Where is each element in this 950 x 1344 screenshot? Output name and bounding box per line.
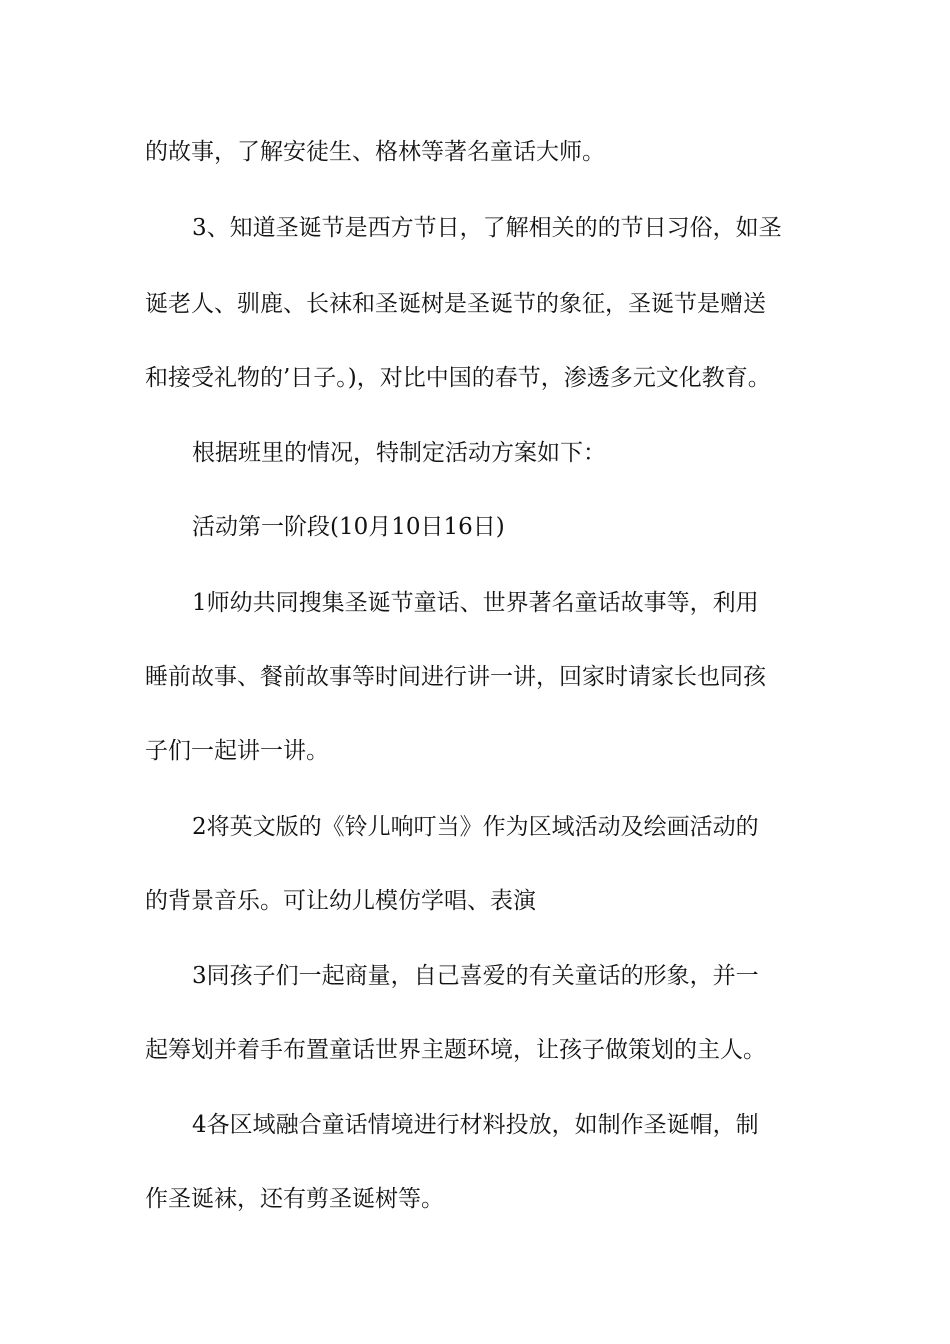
- text-line: 睡前故事、餐前故事等时间进行讲一讲，回家时请家长也同孩: [145, 664, 766, 690]
- text-line: 和接受礼物的’日子。)，对比中国的春节，渗透多元文化教育。: [145, 365, 771, 391]
- text-line: 子们一起讲一讲。: [145, 738, 329, 764]
- text-line: 根据班里的情况，特制定活动方案如下：: [192, 440, 606, 466]
- text-line: 诞老人、驯鹿、长袜和圣诞树是圣诞节的象征，圣诞节是赠送: [145, 291, 766, 317]
- text-line: 活动第一阶段(10月10日16日): [192, 514, 505, 540]
- text-line: 3、知道圣诞节是西方节日，了解相关的的节日习俗，如圣: [192, 215, 782, 241]
- text-line: 作圣诞袜，还有剪圣诞树等。: [145, 1186, 444, 1212]
- text-line: 4各区域融合童话情境进行材料投放，如制作圣诞帽，制: [192, 1112, 759, 1138]
- text-line: 2将英文版的《铃儿响叮当》作为区域活动及绘画活动的: [192, 814, 759, 840]
- text-line: 的背景音乐。可让幼儿模仿学唱、表演: [145, 888, 536, 914]
- text-line: 1师幼共同搜集圣诞节童话、世界著名童话故事等，利用: [192, 590, 759, 616]
- text-line: 3同孩子们一起商量，自己喜爱的有关童话的形象，并一: [192, 963, 759, 989]
- text-line: 的故事，了解安徒生、格林等著名童话大师。: [145, 139, 605, 165]
- text-line: 起筹划并着手布置童话世界主题环境，让孩子做策划的主人。: [145, 1037, 766, 1063]
